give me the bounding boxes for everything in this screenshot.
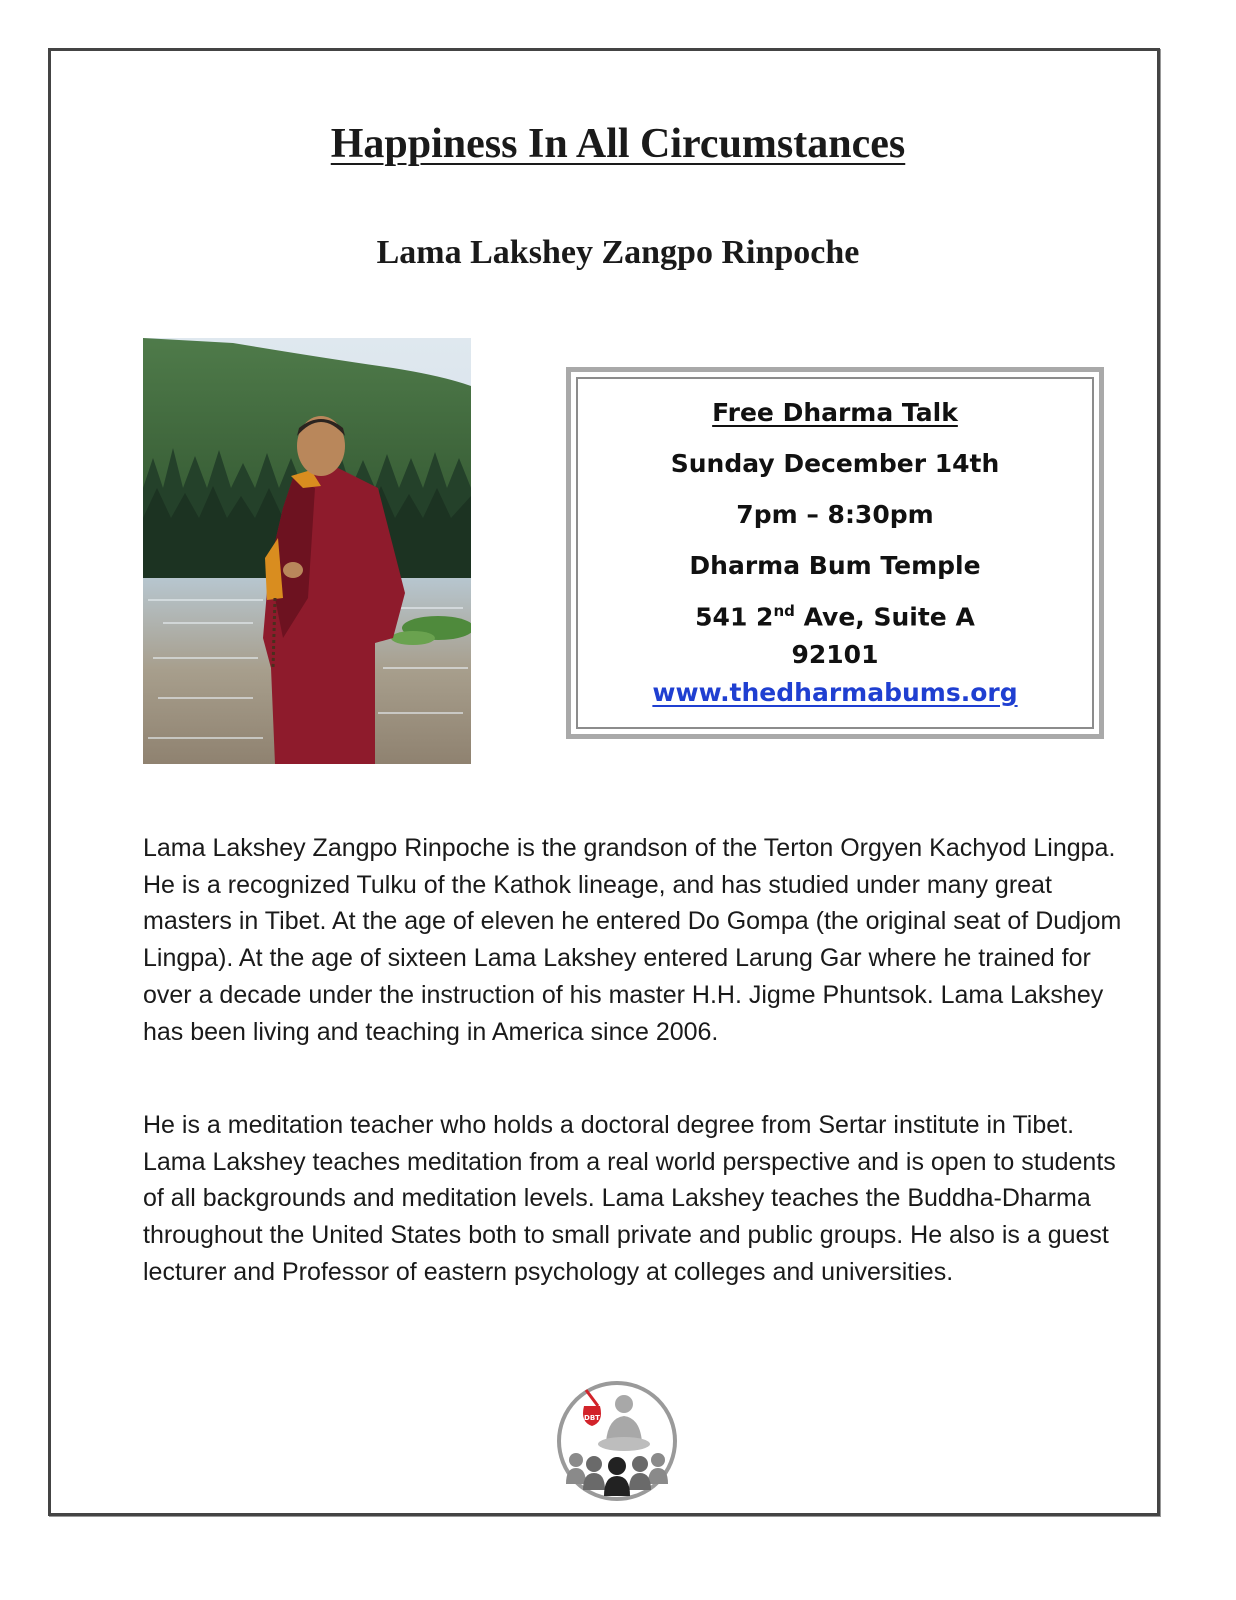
event-details-box <box>566 367 1104 739</box>
event-zip: 92101 <box>791 640 879 669</box>
event-heading: Free Dharma Talk <box>712 398 958 427</box>
lama-photo <box>143 338 471 764</box>
address-street: Ave, Suite A <box>794 602 975 632</box>
bio-paragraph-2: He is a meditation teacher who holds a doctoral degree from Sertar institute in Tibet. Lama Lakshey teaches meditation from a real world perspective and is open to students of all backgrounds and meditation levels. Lama Lakshey teaches the Buddha-Dharma throughout the United States both to small private and public groups. He also is a guest lecturer and Professor of eastern psychology at colleges and universities. <box>143 1111 1116 1286</box>
address-number: 541 2 <box>695 602 774 632</box>
teacher-name: Lama Lakshey Zangpo Rinpoche <box>376 234 860 271</box>
event-time: 7pm – 8:30pm <box>736 500 934 529</box>
event-date: Sunday December 14th <box>670 449 1000 478</box>
logo-bag-text: DBT <box>584 1414 600 1422</box>
temple-logo <box>556 1380 678 1502</box>
event-venue: Dharma Bum Temple <box>689 551 981 580</box>
address-ordinal: nd <box>773 602 795 620</box>
bio-paragraph-1: Lama Lakshey Zangpo Rinpoche is the grandson of the Terton Orgyen Kachyod Lingpa. He is a recognized Tulku of the Kathok lineage, and has studied under many great masters in Tibet. At the age of eleven he entered Do Gompa (the original seat of Dudjom Lingpa). At the age of sixteen Lama Lakshey entered Larung Gar where he trained for over a decade under the instruction of his master H.H. Jigme Phuntsok. Lama Lakshey has been living and teaching in America since 2006. <box>143 834 1122 1046</box>
website-link[interactable]: www.thedharmabums.org <box>652 678 1018 707</box>
flyer-title: Happiness In All Circumstances <box>330 121 906 167</box>
event-address <box>571 602 1099 631</box>
